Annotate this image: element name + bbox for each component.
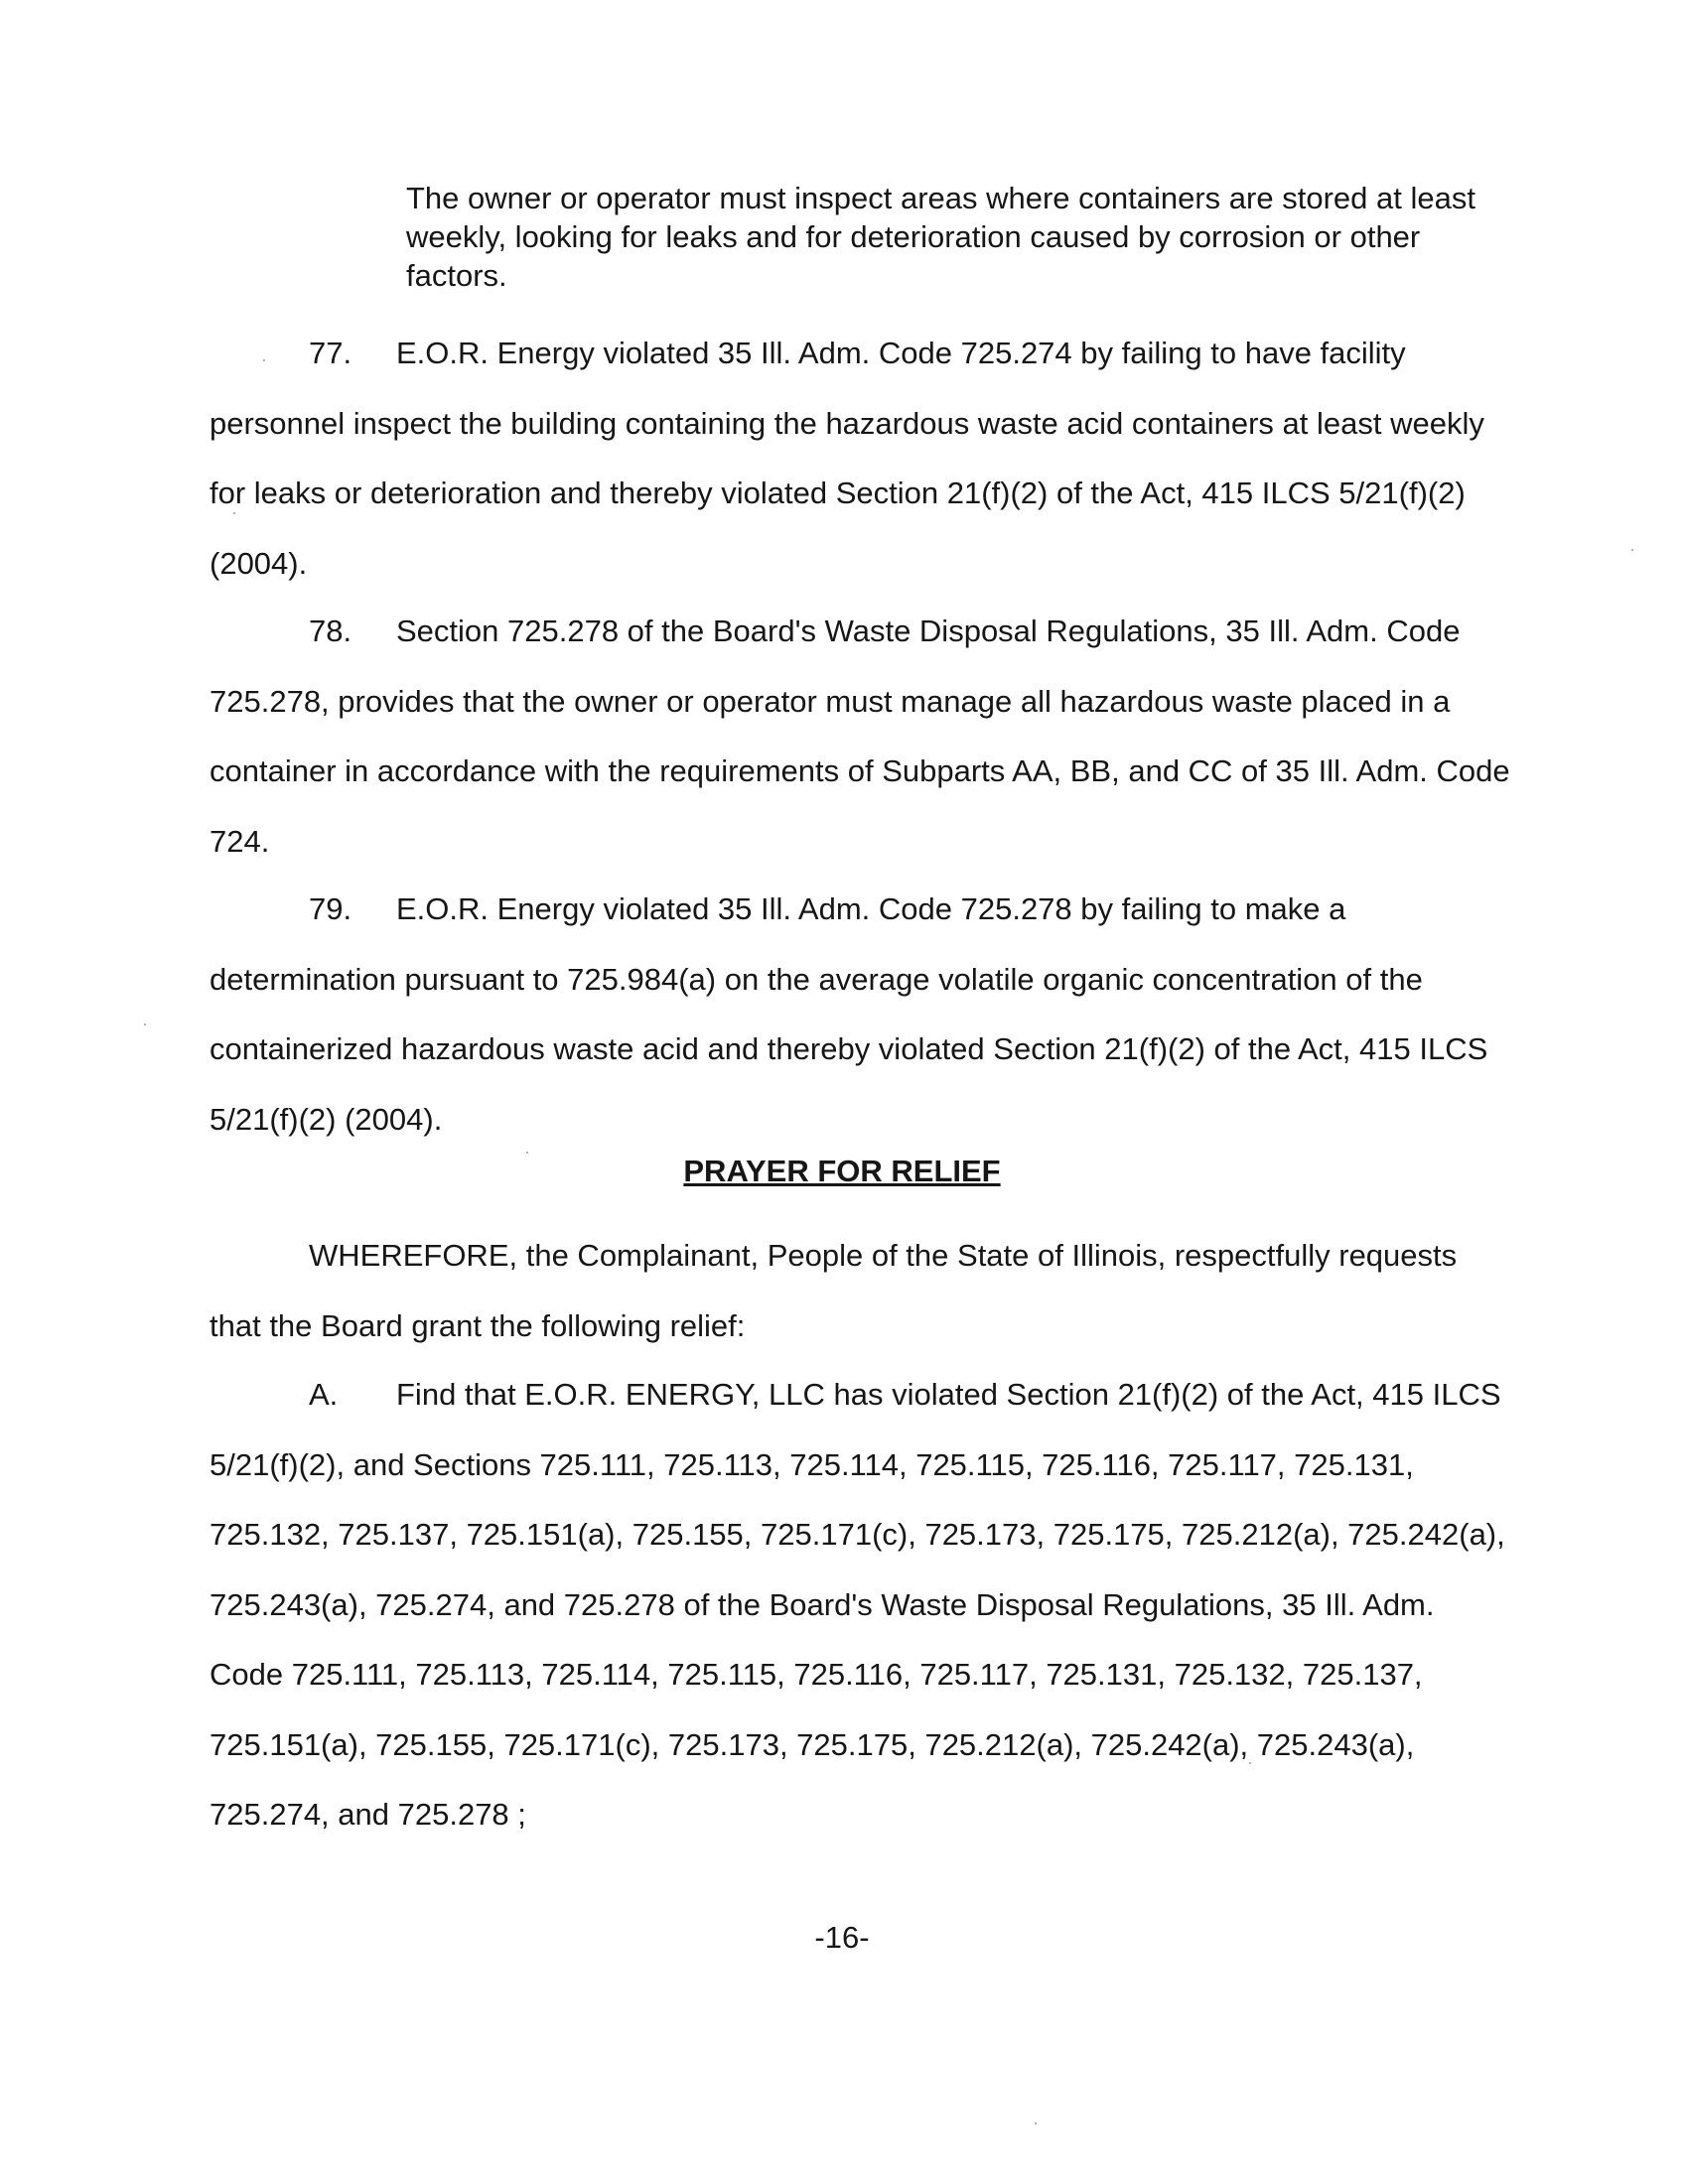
paragraph-77 — [210, 319, 1510, 599]
paragraph-text: E.O.R. Energy violated 35 Ill. Adm. Code 725.274 by failing to have facility personnel inspect the building containing the hazardous waste acid containers at least weekly for leaks or deterioration and thereby violated Section 21(f)(2) of the Act, 415 ILCS 5/21(f)(2) (2004). — [210, 336, 1484, 581]
paragraph-number: 77. — [309, 336, 352, 370]
section-heading: PRAYER FOR RELIEF — [683, 1154, 1001, 1188]
paragraph-number: 78. — [309, 614, 352, 648]
scan-speck — [1249, 1762, 1251, 1764]
relief-text: Find that E.O.R. ENERGY, LLC has violated Section 21(f)(2) of the Act, 415 ILCS 5/21(f)(2), and Sections 725.111, 725.113, 725.114, 725.115, 725.116, 725.117, 725.131, 725.132, 725.137, 725.151(a), 725.155, 725.171(c), 725.173, 725.175, 725.212(a), 725.242(a), 725.243(a), 725.274, and 725.278 of the Board's Waste Disposal Regulations, 35 Ill. Adm. Code 725.111, 725.113, 725.114, 725.115, 725.116, 725.117, 725.131, 725.132, 725.137, 725.151(a), 725.155, 725.171(c), 725.173, 725.175, 725.212(a), 725.242(a), 725.243(a), 725.274, and 725.278 ; — [210, 1377, 1505, 1832]
wherefore-paragraph: WHEREFORE, the Complainant, People of the State of Illinois, respectfully requests that the Board grant the following relief: — [210, 1238, 1458, 1343]
paragraph-number: 79. — [309, 891, 352, 926]
paragraph-text: Section 725.278 of the Board's Waste Disposal Regulations, 35 Ill. Adm. Code 725.278, provides that the owner or operator must manage all hazardous waste placed in a container in accordance with the requirements of Subparts AA, BB, and CC of 35 Ill. Adm. Code 724. — [210, 614, 1510, 859]
scan-speck — [263, 359, 265, 361]
relief-item-a — [210, 1360, 1510, 1850]
scan-speck — [144, 1024, 146, 1025]
scan-speck — [233, 512, 235, 514]
regulation-quote: The owner or operator must inspect areas where containers are stored at least weekly, looking for leaks and for deterioration caused by corrosion or other factors. — [406, 181, 1475, 293]
scan-speck — [526, 1152, 528, 1154]
scan-speck — [1631, 549, 1633, 551]
paragraph-79 — [210, 875, 1510, 1155]
scan-speck — [1035, 2122, 1037, 2124]
page-number: -16- — [814, 1920, 870, 1955]
relief-letter: A. — [309, 1377, 339, 1412]
paragraph-78 — [210, 597, 1510, 877]
paragraph-text: E.O.R. Energy violated 35 Ill. Adm. Code 725.278 by failing to make a determination pursuant to 725.984(a) on the average volatile organic concentration of the containerized hazardous waste acid and thereby violated Section 21(f)(2) of the Act, 415 ILCS 5/21(f)(2) (2004). — [210, 891, 1488, 1137]
